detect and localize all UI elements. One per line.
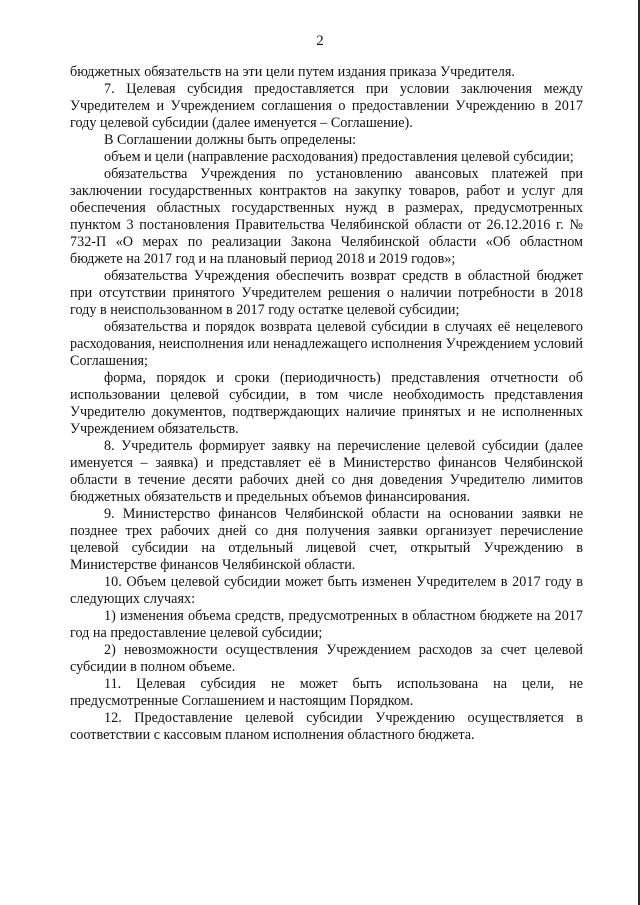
paragraph-clause-10-item-2: 2) невозможности осуществления Учреждением расходов за счет целевой субсидии в полном объеме. [70, 642, 583, 675]
paragraph-clause-8: 8. Учредитель формирует заявку на перечисление целевой субсидии (далее именуется – заявка) и представляет её в Министерство финансов Челябинской области в течение десяти рабочих дней со дня доведения Учредителю лимитов бюджетных обязательств и предельных объемов финансирования. [70, 438, 583, 505]
paragraph-agreement-intro: В Соглашении должны быть определены: [104, 132, 357, 148]
page-number: 2 [316, 33, 324, 49]
paragraph-item-volume: объем и цели (направление расходования) предоставления целевой субсидии; [104, 149, 574, 165]
paragraph-item-return-procedure: обязательства и порядок возврата целевой субсидии в случаях её нецелевого расходования, неисполнения или ненадлежащего исполнения Учреждением условий Соглашения; [70, 319, 583, 369]
paragraph-clause-10-item-1: 1) изменения объема средств, предусмотренных в областном бюджете на 2017 год на предоставление целевой субсидии; [70, 608, 583, 641]
paragraph-item-advance-payments: обязательства Учреждения по установлению авансовых платежей при заключении государственных контрактов на закупку товаров, работ и услуг для обеспечения областных государственных нужд в размерах, предусмотренных пунктом 3 постановления Правительства Челябинской области от 26.12.2016 г. № 732-П «О мерах по реализации Закона Челябинской области «Об областном бюджете на 2017 год и на плановый период 2018 и 2019 годов»; [70, 166, 583, 267]
paragraph-clause-7: 7. Целевая субсидия предоставляется при условии заключения между Учредителем и Учреждением соглашения о предоставлении Учреждению в 2017 году целевой субсидии (далее именуется – Соглашение). [70, 81, 583, 131]
paragraph-continuation: бюджетных обязательств на эти цели путем издания приказа Учредителя. [70, 64, 515, 80]
paragraph-clause-12: 12. Предоставление целевой субсидии Учреждению осуществляется в соответствии с кассовым планом исполнения областного бюджета. [70, 710, 583, 743]
paragraph-clause-10: 10. Объем целевой субсидии может быть изменен Учредителем в 2017 году в следующих случаях: [70, 574, 583, 607]
paragraph-clause-9: 9. Министерство финансов Челябинской области на основании заявки не позднее трех рабочих дней со дня получения заявки организует перечисление целевой субсидии на отдельный лицевой счет, открытый Учреждению в Министерстве финансов Челябинской области. [70, 506, 583, 573]
paragraph-clause-11: 11. Целевая субсидия не может быть использована на цели, не предусмотренные Соглашением и настоящим Порядком. [70, 676, 583, 709]
paragraph-item-return-funds: обязательства Учреждения обеспечить возврат средств в областной бюджет при отсутствии принятого Учредителем решения о наличии потребности в 2018 году в неиспользованном в 2017 году остатке целевой субсидии; [70, 268, 583, 318]
document-body [70, 64, 583, 744]
paragraph-item-reporting: форма, порядок и сроки (периодичность) представления отчетности об использовании целевой субсидии, в том числе необходимость представления Учредителю документов, подтверждающих наличие принятых и не исполненных Учреждением обязательств. [70, 370, 583, 437]
